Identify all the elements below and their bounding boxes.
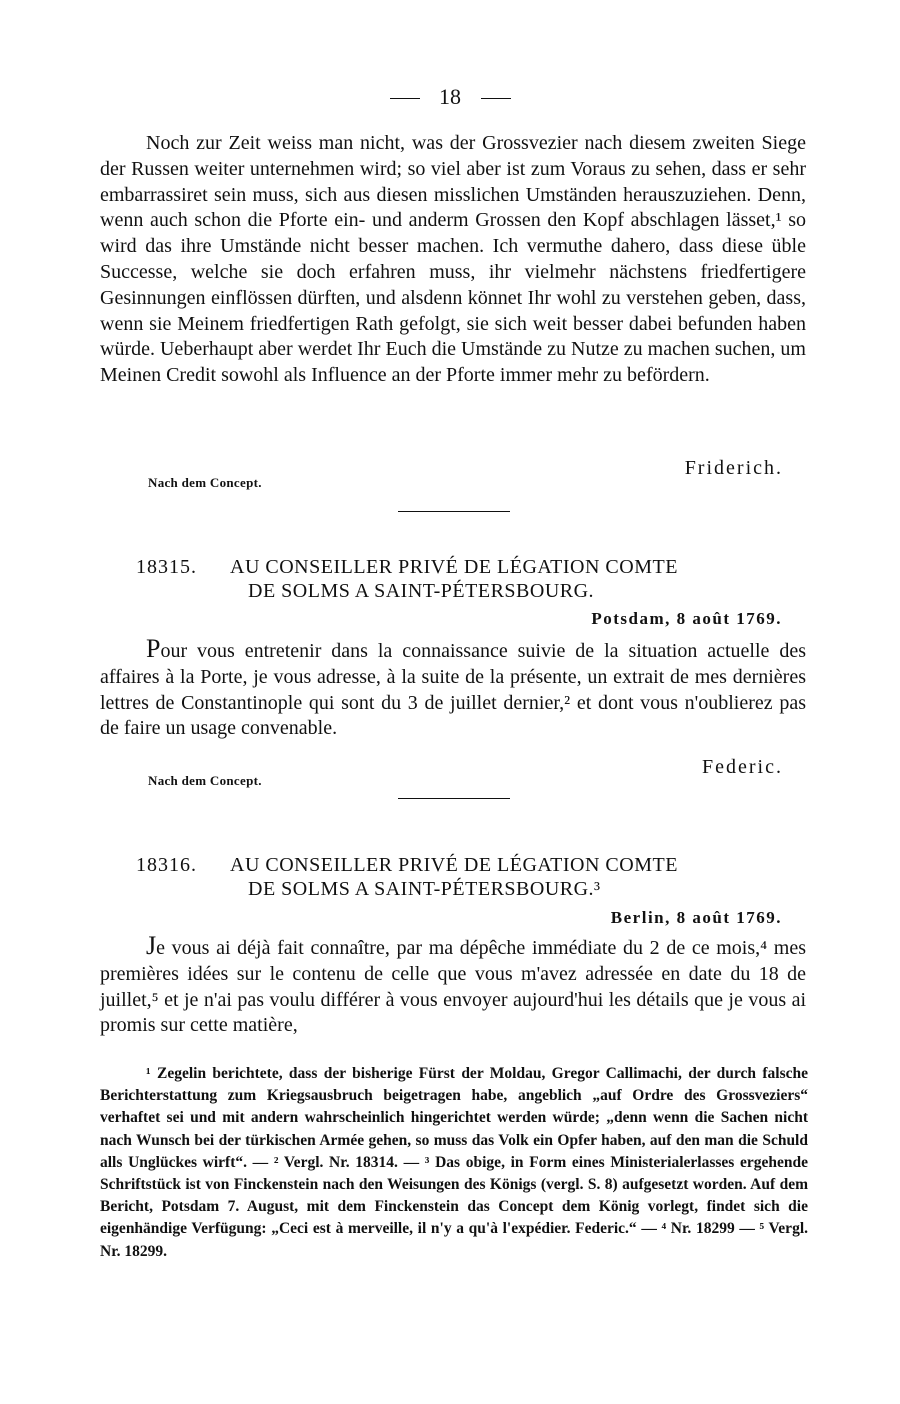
letter-18315-body xyxy=(100,636,806,742)
previous-letter-body xyxy=(100,131,806,389)
letter-18316-addressee-line1: AU CONSEILLER PRIVÉ DE LÉGATION COMTE xyxy=(230,854,678,876)
letter-18316-body xyxy=(100,933,806,1039)
previous-letter-signature: Friderich. xyxy=(684,457,783,479)
letter-18315-signature: Federic. xyxy=(702,756,783,778)
previous-letter-source: Nach dem Concept. xyxy=(148,475,262,490)
previous-letter-text: Noch zur Zeit weiss man nicht, was der Grossvezier nach diesem zweiten Siege der Russen weiter unternehmen wird; so viel aber ist zum Voraus zu sehen, dass er sehr embarrassiret sein muss, sich aus diesen misslichen Umständen herauszuziehen. Denn, wenn auch schon die Pforte ein- und anderm Grossen den Kopf abschlagen lässet,¹ so wird das ihre Umstände nicht besser machen. Ich vermuthe dahero, dass diese üble Successe, welche sie doch erfahren muss, ihr vielmehr nächstens friedfertigere Gesinnungen einflössen dürften, und alsdenn könnet Ihr wohl zu verstehen geben, dass, wenn sie Meinem friedfertigen Rath gefolgt, sie sich weit besser dabei befunden haben würde. Ueberhaupt aber werdet Ihr Euch die Umstände zu Nutze zu machen suchen, um Meinen Credit sowohl als Influence an der Pforte immer mehr zu befördern. xyxy=(100,132,806,387)
page-header xyxy=(0,85,900,109)
letter-18316-text: Je vous ai déjà fait connaître, par ma dépêche immédiate du 2 de ce mois,⁴ mes premières idées sur le contenu de celle que vous m'avez adressée en date du 18 de juillet,⁵ et je n'ai pas voulu différer à vous envoyer aujourd'hui les détails que je vous ai promis sur cette matière, xyxy=(100,931,806,1037)
footnotes-text: ¹ Zegelin berichtete, dass der bisherige Fürst der Moldau, Gregor Callimachi, der durch falsche Berichterstattung zum Kriegsausbruch beigetragen habe, angeblich „auf Ordre des Grossveziers“ verhaftet sei und mit andern wahrscheinlich hingerichtet werden würde; „denn wenn die Sachen nicht nach Wunsch bei der türkischen Armée gehen, so muss das Volk ein Opfer haben, auf den man die Schuld alls Unglückes wirft“. — ² Vergl. Nr. 18314. — ³ Das obige, in Form eines Ministerialerlasses ergehende Schriftstück ist von Finckenstein nach den Weisungen des Königs (vergl. S. 8) aufgesetzt worden. Auf dem Bericht, Potsdam 7. August, mit dem Finckenstein das Concept dem König vorlegt, findet sich die eigenhändige Verfügung: „Ceci est à merveille, il n'y a qu'à l'expédier. Federic.“ — ⁴ Nr. 18299 — ⁵ Vergl. Nr. 18299. xyxy=(100,1065,808,1260)
letter-18315-addressee-line2: DE SOLMS A SAINT-PÉTERSBOURG. xyxy=(248,580,595,602)
letter-18316-addressee-line2: DE SOLMS A SAINT-PÉTERSBOURG.³ xyxy=(248,878,601,900)
letter-18315-addressee-line1: AU CONSEILLER PRIVÉ DE LÉGATION COMTE xyxy=(230,556,678,578)
letter-18316-number: 18316. xyxy=(136,854,197,876)
header-dash-right xyxy=(481,98,511,99)
letter-18315-number: 18315. xyxy=(136,556,197,578)
header-dash-left xyxy=(390,98,420,99)
page-number: 18 xyxy=(439,84,461,109)
letter-18315-dateline: Potsdam, 8 août 1769. xyxy=(591,609,782,628)
section-divider-1 xyxy=(398,511,510,512)
section-divider-2 xyxy=(398,798,510,799)
footnotes xyxy=(100,1063,808,1263)
letter-18316-dateline: Berlin, 8 août 1769. xyxy=(610,908,782,927)
letter-18315-source: Nach dem Concept. xyxy=(148,773,262,788)
letter-18315-text: Pour vous entretenir dans la connaissance suivie de la situation actuelle des affaires à la Porte, je vous adresse, à la suite de la présente, un extrait de mes dernières lettres de Constantinople qui sont du 3 de juillet dernier,² et dont vous n'oublierez pas de faire un usage convenable. xyxy=(100,634,806,740)
